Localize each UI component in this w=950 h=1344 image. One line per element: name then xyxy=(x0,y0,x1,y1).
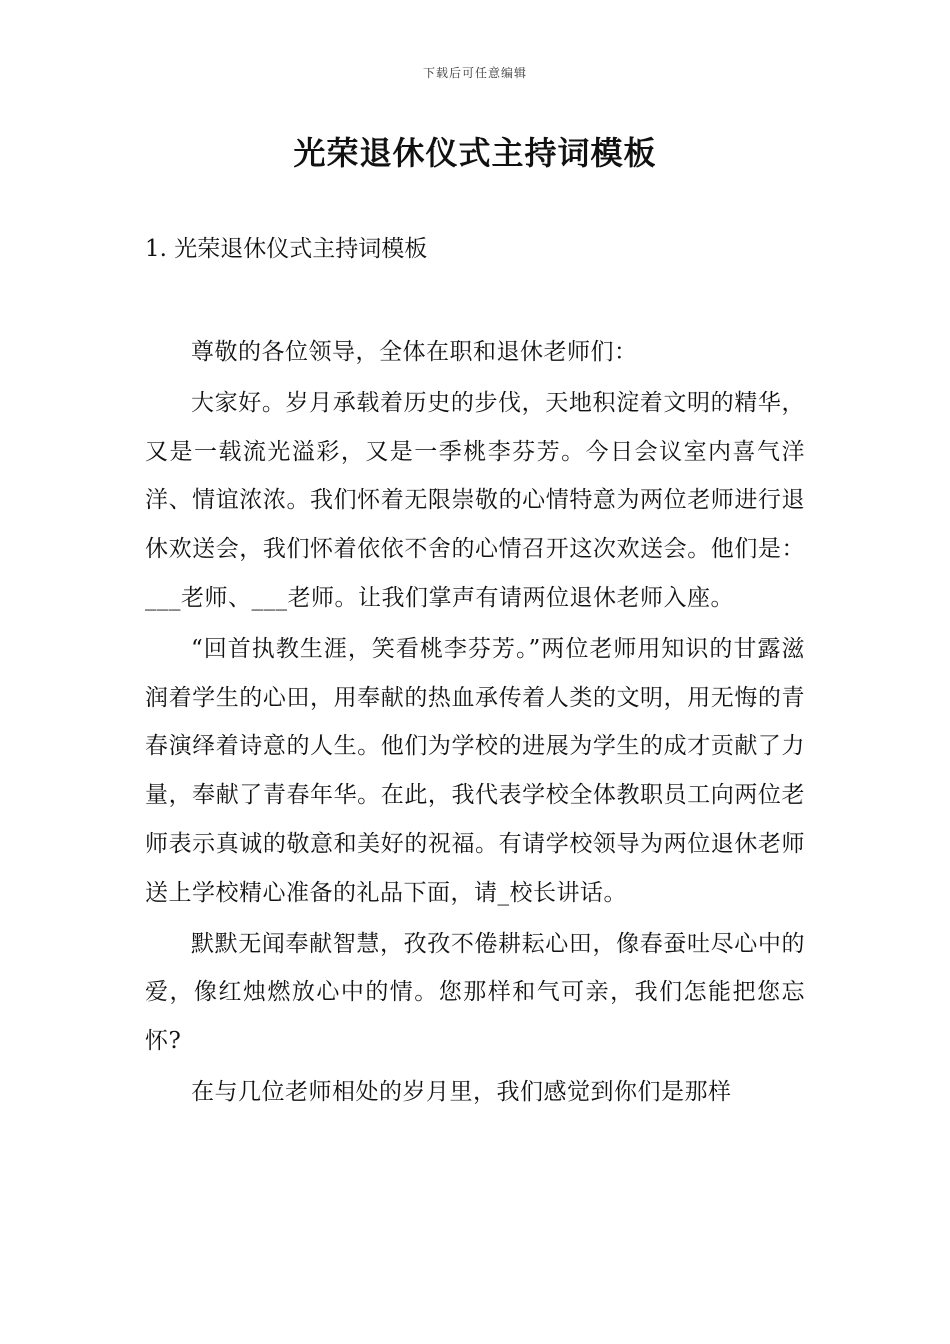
paragraph-continued: 在与几位老师相处的岁月里，我们感觉到你们是那样 xyxy=(191,1078,732,1105)
paragraph-opening: 大家好。岁月承载着历史的步伐，天地积淀着文明的精华，又是一载流光溢彩，又是一季桃李芬芳。今日会议室内喜气洋洋、情谊浓浓。我们怀着无限崇敬的心情特意为两位老师进行退休欢送会，我们怀着依依不舍的心情召开这次欢送会。他们是：___老师、___老师。让我们掌声有请两位退休老师入座。 xyxy=(145,389,805,611)
header-note: 下载后可任意编辑 xyxy=(422,66,527,80)
paragraph-greeting: 尊敬的各位领导，全体在职和退休老师们： xyxy=(191,339,638,365)
paragraph-tribute: “回首执教生涯，笑看桃李芬芳。”两位老师用知识的甘露滋润着学生的心田，用奉献的热血承传着人类的文明，用无悔的青春演绎着诗意的人生。他们为学校的进展为学生的成才贡献了力量，奉献了青春年华。在此，我代表学校全体教职员工向两位老师表示真诚的敬意和美好的祝福。有请学校领导为两位退休老师送上学校精心准备的礼品下面，请_校长讲话。 xyxy=(145,635,805,906)
section-heading: 1. 光荣退休仪式主持词模板 xyxy=(145,236,428,262)
document-title: 光荣退休仪式主持词模板 xyxy=(293,134,657,172)
body-text xyxy=(145,328,805,1119)
paragraph-praise: 默默无闻奉献智慧，孜孜不倦耕耘心田，像春蚕吐尽心中的爱，像红烛燃放心中的情。您那样和气可亲，我们怎能把您忘怀? xyxy=(145,930,805,1055)
